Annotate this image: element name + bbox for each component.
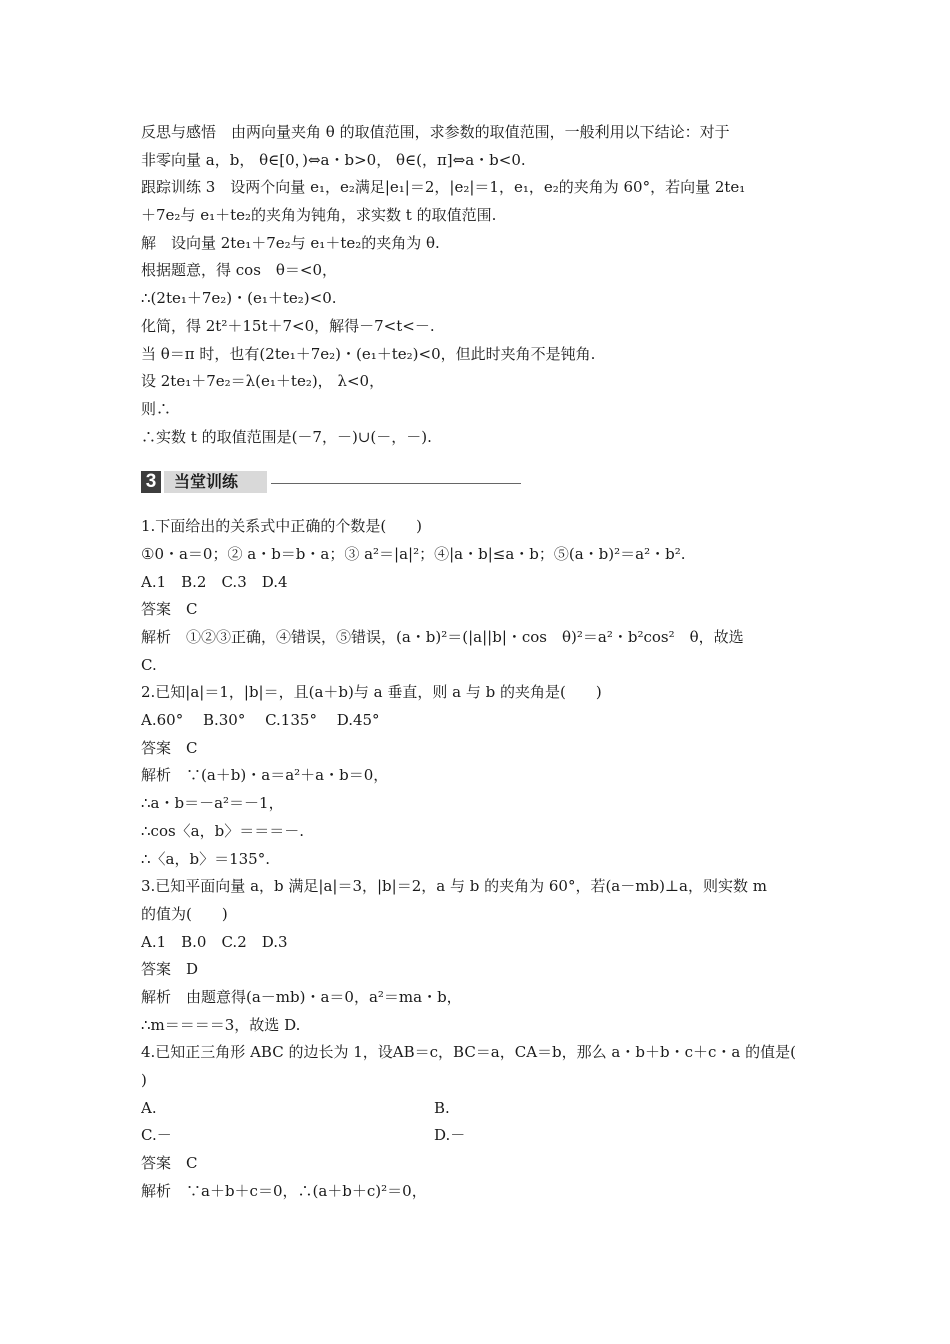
text-line: 4.已知正三角形 ABC 的边长为 1，设AB＝c，BC＝a，CA＝b，那么 a・b＋b・c＋c・a 的值是( bbox=[141, 1043, 796, 1062]
section-divider bbox=[271, 483, 521, 484]
text-line: 非零向量 a，b， θ∈[0，)⇔a・b>0， θ∈(，π]⇔a・b<0. bbox=[141, 150, 526, 169]
option-a: A. bbox=[141, 1098, 157, 1117]
text-line: 解析 ∵(a＋b)・a＝a²＋a・b＝0， bbox=[141, 766, 389, 785]
text-line: 设 2te₁＋7e₂＝λ(e₁＋te₂)， λ<0， bbox=[141, 372, 385, 391]
option-b: B. bbox=[434, 1098, 450, 1117]
page-content bbox=[141, 119, 813, 1205]
text-line: ) bbox=[141, 1071, 147, 1089]
text-line: 解析 ①②③正确，④错误，⑤错误，(a・b)²＝(|a||b|・cos θ)²＝a²・b²cos² θ，故选 bbox=[141, 628, 744, 646]
section-number: 3 bbox=[141, 471, 161, 493]
text-line: 解析 由题意得(a－mb)・a＝0，a²＝ma・b， bbox=[141, 987, 462, 1006]
text-line: C. bbox=[141, 655, 157, 674]
text-line: 则∴ bbox=[141, 399, 172, 418]
text-line: 解 设向量 2te₁＋7e₂与 e₁＋te₂的夹角为 θ. bbox=[141, 233, 440, 252]
q4-options-row-2 bbox=[141, 1122, 813, 1150]
q4-options-row-1 bbox=[141, 1095, 813, 1123]
text-line: 2.已知|a|＝1，|b|＝，且(a＋b)与 a 垂直，则 a 与 b 的夹角是( ) bbox=[141, 683, 602, 702]
text-line: ∴〈a，b〉＝135°. bbox=[141, 849, 270, 868]
text-line: 的值为( ) bbox=[141, 904, 228, 923]
text-line: ∴实数 t 的取值范围是(－7，－)∪(－，－). bbox=[141, 427, 432, 446]
text-line: 答案 C bbox=[141, 738, 198, 757]
text-line: ∴a・b＝－a²＝－1， bbox=[141, 794, 284, 813]
reflection-and-tracking-solution bbox=[141, 119, 813, 451]
text-line: 答案 C bbox=[141, 600, 198, 619]
text-line: ①0・a＝0；② a・b＝b・a；③ a²＝|a|²；④|a・b|≤a・b；⑤(a・b)²＝a²・b². bbox=[141, 544, 686, 563]
text-line: ∴cos〈a，b〉＝＝＝－. bbox=[141, 821, 304, 840]
text-line: ∴(2te₁＋7e₂)・(e₁＋te₂)<0. bbox=[141, 289, 337, 308]
section-title: 当堂训练 bbox=[164, 471, 267, 493]
text-line: 答案 D bbox=[141, 960, 199, 979]
text-line: 答案 C bbox=[141, 1154, 198, 1173]
text-line: A.60° B.30° C.135° D.45° bbox=[141, 711, 380, 730]
option-c: C.－ bbox=[141, 1126, 172, 1145]
text-line: 化简，得 2t²＋15t＋7<0，解得－7<t<－. bbox=[141, 316, 435, 335]
text-line: 当 θ＝π 时，也有(2te₁＋7e₂)・(e₁＋te₂)<0，但此时夹角不是钝角. bbox=[141, 344, 596, 363]
text-line: 根据题意，得 cos θ＝<0， bbox=[141, 261, 338, 280]
text-line: ∴m＝＝＝＝3，故选 D. bbox=[141, 1015, 301, 1034]
text-line: A.1 B.2 C.3 D.4 bbox=[141, 572, 288, 591]
section-header bbox=[141, 469, 813, 499]
text-line: 解析 ∵a＋b＋c＝0，∴(a＋b＋c)²＝0， bbox=[141, 1181, 427, 1200]
option-d: D.－ bbox=[434, 1126, 466, 1145]
text-line: A.1 B.0 C.2 D.3 bbox=[141, 932, 288, 951]
text-line: 3.已知平面向量 a，b 满足|a|＝3，|b|＝2，a 与 b 的夹角为 60°，若(a－mb)⊥a，则实数 m bbox=[141, 877, 767, 896]
exercises bbox=[141, 513, 813, 1205]
text-line: 反思与感悟 由两向量夹角 θ 的取值范围，求参数的取值范围，一般利用以下结论：对于 bbox=[141, 123, 730, 141]
text-line: 跟踪训练 3 设两个向量 e₁，e₂满足|e₁|＝2，|e₂|＝1，e₁，e₂的夹角为 60°，若向量 2te₁ bbox=[141, 178, 746, 197]
text-line: 1.下面给出的关系式中正确的个数是( ) bbox=[141, 517, 423, 536]
text-line: ＋7e₂与 e₁＋te₂的夹角为钝角，求实数 t 的取值范围. bbox=[141, 206, 497, 225]
